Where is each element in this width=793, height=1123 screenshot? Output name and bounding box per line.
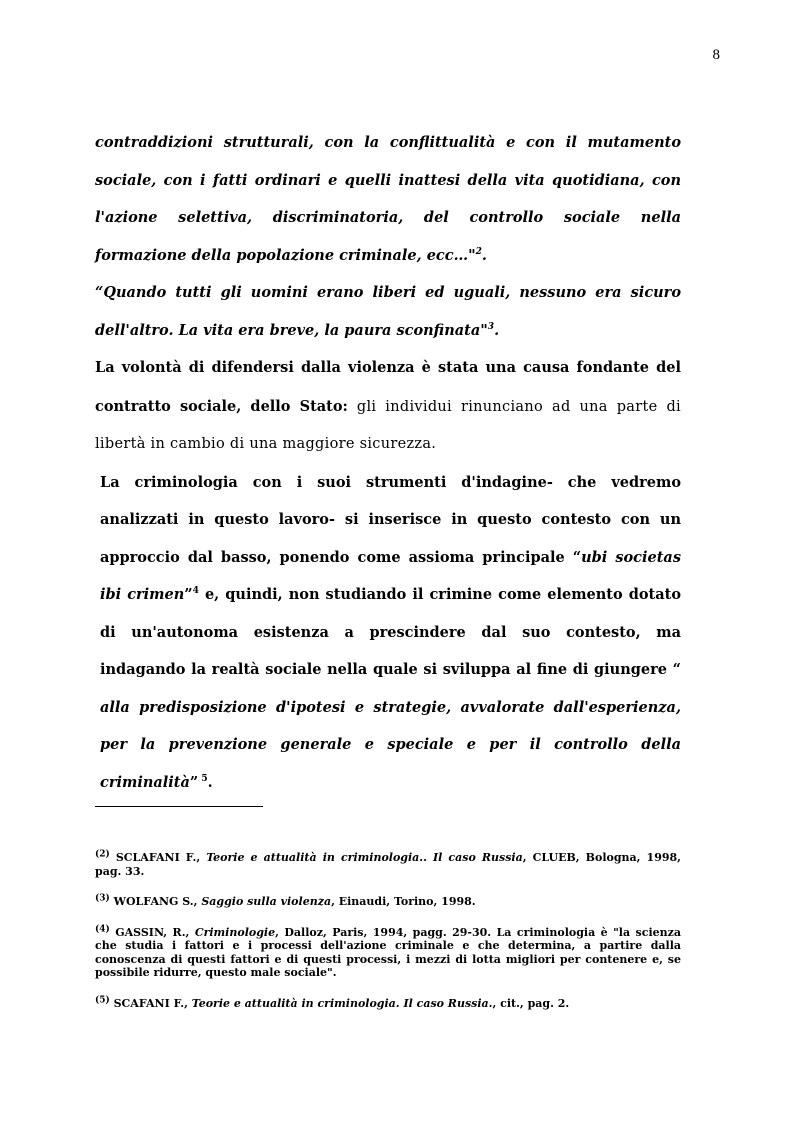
paragraph-hobbes-quote [95, 274, 681, 349]
footnote-ref: 5 [198, 773, 208, 784]
footnote-ref: 4 [192, 586, 199, 597]
text-f: ” [189, 773, 199, 791]
quote-text: contraddizioni strutturali, con la conflittualità e con il mutamento sociale, con i fatti ordinari e quelli inattesi della vita quotidiana, con l'azione selettiva, discriminatoria, del controllo sociale nella formazione della popolazione criminale, ecc…" [95, 134, 681, 264]
footnote-ref: 3 [487, 321, 495, 332]
footnote [95, 923, 681, 980]
footnote [95, 994, 681, 1011]
italic-quote: alla predisposizione d'ipotesi e strategie, avvalorate dall'esperienza, per la prevenzione generale e speciale e per il controllo della criminalità [100, 698, 681, 791]
footnote-author: WOLFANG S., [109, 895, 202, 908]
footnote-number: (4) [95, 923, 110, 934]
footnote-title: Saggio sulla violenza [201, 895, 332, 908]
footnote-details: , cit., pag. 2. [492, 996, 570, 1010]
footnote-author: SCAFANI F., [109, 996, 192, 1010]
footnote-divider [95, 806, 263, 807]
text-d: e, quindi, non studiando il crimine come elemento dotato di un'autonoma esistenza a prescindere dal suo contesto, ma indagando la realtà sociale nella quale si sviluppa al fine di giungere “ [100, 586, 681, 678]
footnote-title: Teorie e attualità in criminologia. Il caso Russia. [191, 996, 493, 1010]
bold-text: La volontà di difendersi dalla violenza è stata una causa fondante del contratto sociale, dello Stato: [95, 359, 681, 415]
footnote-number: (3) [95, 893, 110, 904]
paragraph-criminology [95, 464, 681, 802]
footnote-details: , CLUEB, Bologna, 1998, pag. 33. [95, 851, 682, 878]
period: . [481, 246, 487, 264]
text-c: ” [184, 586, 193, 603]
footnote-author: SCLAFANI F., [109, 851, 207, 864]
quote-text: “Quando tutti gli uomini erano liberi ed uguali, nessuno era sicuro dell'altro. La vita era breve, la paura sconfinata" [95, 284, 681, 339]
footnotes [95, 851, 681, 1027]
paragraph-quote-continuation [95, 124, 681, 274]
page-number: 8 [712, 47, 720, 63]
footnote-details: , Einaudi, Torino, 1998. [331, 895, 476, 908]
regular-text: gli individui rinunciano ad una parte di libertà in cambio di una maggiore sicurezza. [95, 398, 681, 452]
period: . [494, 321, 500, 339]
footnote-title: Teorie e attualità in criminologia.. Il caso Russia [206, 851, 523, 864]
footnote-title: Criminologie [194, 925, 276, 939]
footnote-author: GASSIN, R., [109, 925, 195, 939]
paragraph-social-contract [95, 349, 681, 464]
footnote-details: , Dalloz, Paris, 1994, pagg. 29-30. La criminologia è "la scienza che studia i fattori e i processi dell'azione criminale e che determina, a partire dalla conoscenza di questi fattori e di questi processi, i mezzi di lotta migliori per contenere e, se possibile ridurre, questo male sociale". [95, 925, 681, 979]
latin-phrase: ubi societas ibi crimen [100, 548, 681, 603]
footnote-number: (5) [95, 994, 110, 1005]
footnote-number: (2) [95, 849, 110, 860]
body-text [95, 124, 681, 801]
footnote-ref: 2 [475, 246, 482, 257]
footnote [95, 851, 681, 878]
footnote [95, 895, 681, 909]
text-g: . [207, 773, 213, 791]
text-a: La criminologia con i suoi strumenti d'indagine- che vedremo analizzati in questo lavoro- si inserisce in questo contesto con un approccio dal basso, ponendo come assioma principale “ [100, 473, 681, 566]
